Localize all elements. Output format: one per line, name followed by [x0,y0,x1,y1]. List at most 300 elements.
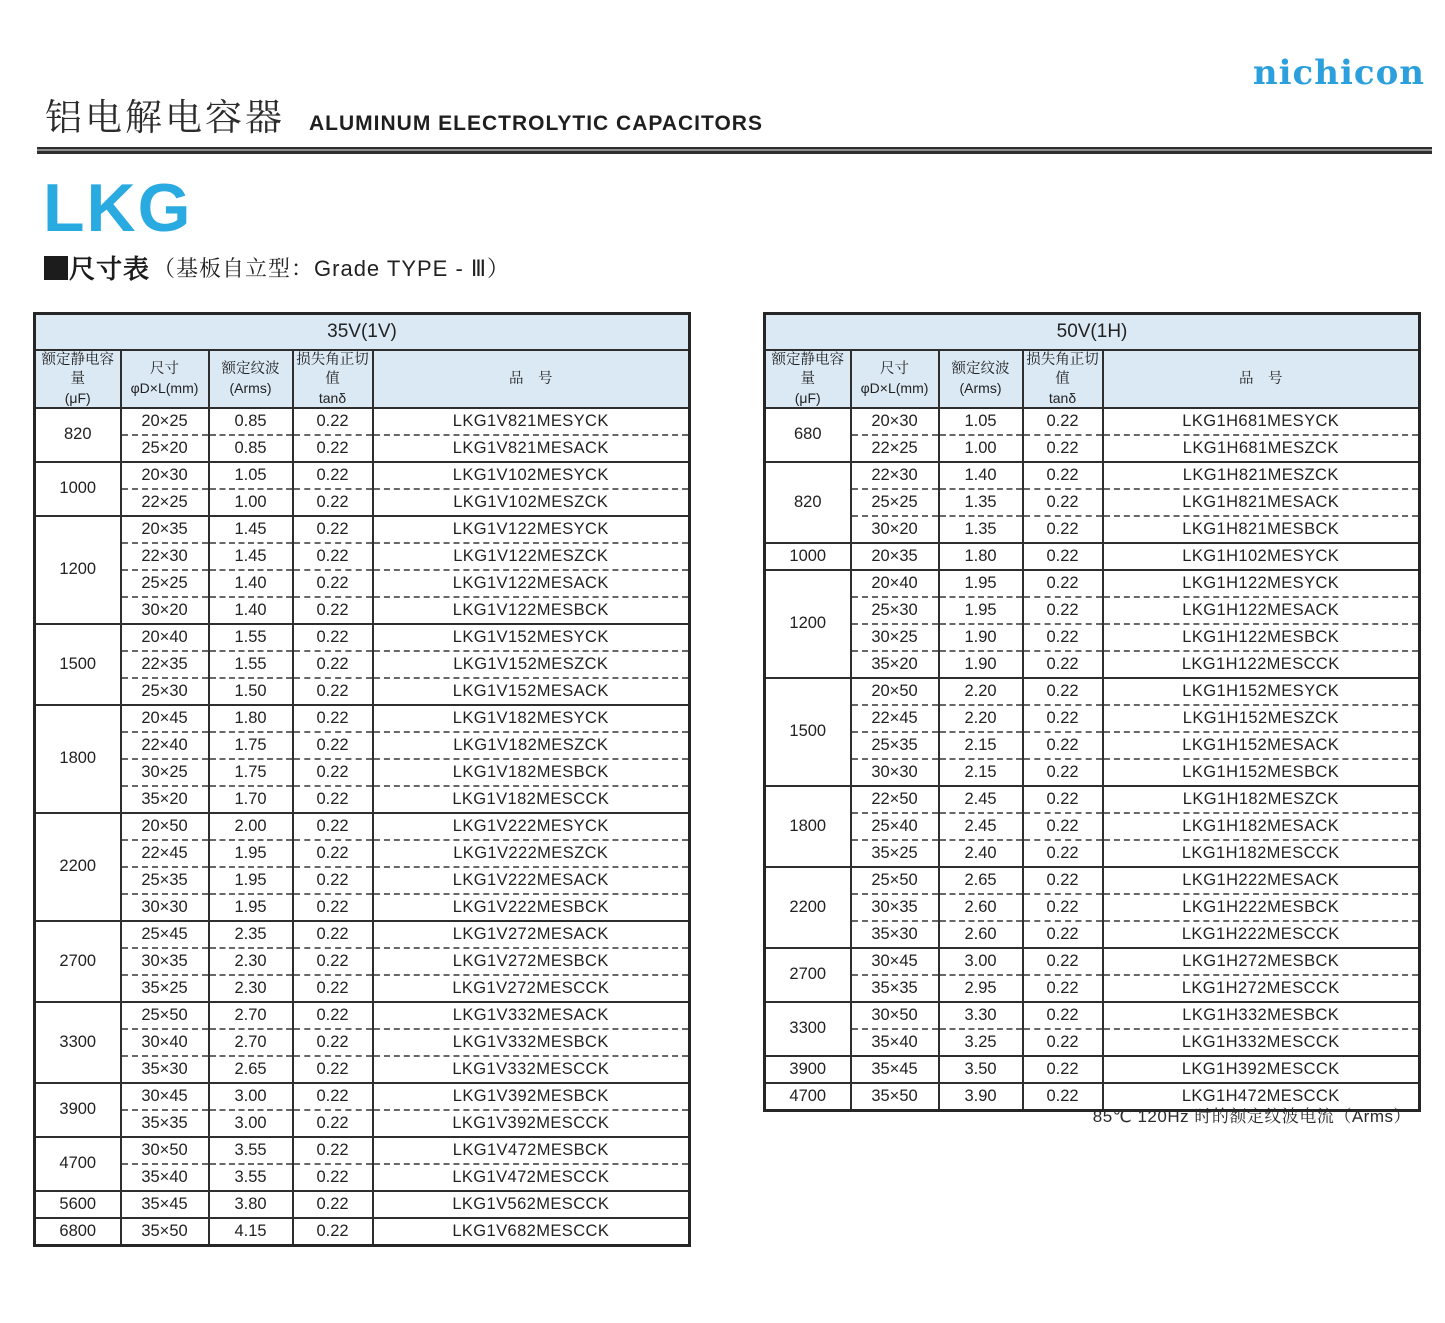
ripple-cell: 1.40 [939,462,1023,489]
tand-cell: 0.22 [293,732,373,759]
size-cell: 22×30 [851,462,939,489]
part-number-cell: LKG1V152MESACK [373,678,690,705]
tand-cell: 0.22 [1023,651,1103,678]
size-cell: 35×30 [851,921,939,948]
size-cell: 20×40 [121,624,209,651]
size-cell: 35×35 [851,975,939,1002]
col-header-ripple [939,350,1023,408]
size-cell: 30×30 [851,759,939,786]
size-cell: 35×40 [851,1029,939,1056]
tand-cell: 0.22 [1023,489,1103,516]
tand-cell: 0.22 [293,543,373,570]
size-cell: 25×40 [851,813,939,840]
col-header-capacitance [765,350,851,408]
ripple-cell: 3.50 [939,1056,1023,1083]
tand-cell: 0.22 [293,759,373,786]
tand-cell: 0.22 [1023,1029,1103,1056]
table-row [765,624,1420,651]
part-number-cell: LKG1H152MESYCK [1103,678,1420,705]
tand-cell: 0.22 [1023,948,1103,975]
table-row [35,921,690,948]
table-35v-body [35,408,690,1246]
size-cell: 25×50 [121,1002,209,1029]
capacitance-cell: 3300 [765,1002,851,1056]
size-cell: 20×30 [121,462,209,489]
tand-cell: 0.22 [293,408,373,435]
part-number-cell: LKG1V272MESACK [373,921,690,948]
ripple-cell: 2.60 [939,894,1023,921]
ripple-cell: 0.85 [209,408,293,435]
table-row [35,840,690,867]
col-header-size-unit: φD×L(mm) [860,380,929,397]
ripple-cell: 1.55 [209,651,293,678]
ripple-cell: 3.80 [209,1191,293,1218]
ripple-cell: 1.05 [209,462,293,489]
size-cell: 35×25 [851,840,939,867]
part-number-cell: LKG1V222MESYCK [373,813,690,840]
table-row [765,705,1420,732]
part-number-cell: LKG1V392MESBCK [373,1083,690,1110]
tand-cell: 0.22 [293,435,373,462]
capacitance-cell: 1800 [765,786,851,867]
section-subtitle [44,249,510,286]
tand-cell: 0.22 [293,813,373,840]
column-header-row [765,350,1420,408]
col-header-size-unit: φD×L(mm) [130,380,199,397]
capacitance-cell: 2200 [765,867,851,948]
ripple-cell: 1.80 [209,705,293,732]
table-row [35,1164,690,1191]
tand-cell: 0.22 [293,786,373,813]
part-number-cell: LKG1H152MESACK [1103,732,1420,759]
tand-cell: 0.22 [293,1137,373,1164]
size-cell: 22×45 [851,705,939,732]
size-cell: 35×20 [121,786,209,813]
tand-cell: 0.22 [293,678,373,705]
col-header-ripple [209,350,293,408]
part-number-cell: LKG1V222MESACK [373,867,690,894]
voltage-header-row [765,314,1420,351]
ripple-cell: 1.75 [209,759,293,786]
tand-cell: 0.22 [1023,894,1103,921]
size-cell: 35×50 [851,1083,939,1111]
size-cell: 30×45 [121,1083,209,1110]
part-number-cell: LKG1H122MESYCK [1103,570,1420,597]
tand-cell: 0.22 [1023,570,1103,597]
tand-cell: 0.22 [1023,786,1103,813]
part-number-cell: LKG1V562MESCCK [373,1191,690,1218]
ripple-cell: 2.40 [939,840,1023,867]
ripple-cell: 1.35 [939,489,1023,516]
table-row [765,651,1420,678]
capacitance-cell: 2700 [765,948,851,1002]
tand-cell: 0.22 [293,1191,373,1218]
table-row [765,489,1420,516]
size-cell: 22×25 [121,489,209,516]
tand-cell: 0.22 [1023,705,1103,732]
ripple-cell: 1.95 [939,597,1023,624]
ripple-cell: 1.45 [209,516,293,543]
part-number-cell: LKG1H222MESBCK [1103,894,1420,921]
capacitance-cell: 2700 [35,921,121,1002]
ripple-cell: 2.70 [209,1029,293,1056]
table-row [35,813,690,840]
size-cell: 25×35 [121,867,209,894]
size-cell: 22×40 [121,732,209,759]
ripple-current-footnote: 85℃ 120Hz 时的额定纹波电流（Arms） [1092,1107,1411,1126]
tand-cell: 0.22 [1023,435,1103,462]
ripple-cell: 3.90 [939,1083,1023,1111]
size-cell: 25×25 [851,489,939,516]
part-number-cell: LKG1V332MESACK [373,1002,690,1029]
ripple-cell: 1.95 [209,894,293,921]
table-50v [763,312,1421,1112]
size-cell: 35×20 [851,651,939,678]
nichicon-logo: nichicon [1252,53,1425,93]
ripple-cell: 2.95 [939,975,1023,1002]
table-row [35,624,690,651]
tand-cell: 0.22 [293,840,373,867]
tand-cell: 0.22 [293,489,373,516]
size-cell: 20×50 [121,813,209,840]
part-number-cell: LKG1V182MESCCK [373,786,690,813]
col-header-capacitance-unit: (μF) [794,389,821,406]
table-row [35,1083,690,1110]
col-header-part-label: 品 号 [509,370,553,387]
ripple-cell: 2.15 [939,759,1023,786]
tand-cell: 0.22 [293,570,373,597]
table-row [765,867,1420,894]
size-cell: 22×30 [121,543,209,570]
tand-cell: 0.22 [1023,516,1103,543]
ripple-cell: 2.60 [939,921,1023,948]
part-number-cell: LKG1V152MESZCK [373,651,690,678]
col-header-ripple-unit: (Arms) [229,380,272,397]
table-row [765,435,1420,462]
part-number-cell: LKG1V122MESBCK [373,597,690,624]
part-number-cell: LKG1H182MESCCK [1103,840,1420,867]
voltage-header-35v: 35V(1V) [35,314,690,351]
tand-cell: 0.22 [1023,867,1103,894]
col-header-tand-unit: tanδ [1048,389,1077,406]
tand-cell: 0.22 [293,1164,373,1191]
size-cell: 25×50 [851,867,939,894]
part-number-cell: LKG1V821MESACK [373,435,690,462]
capacitance-cell: 680 [765,408,851,462]
table-row [35,975,690,1002]
ripple-cell: 3.55 [209,1164,293,1191]
table-row [765,570,1420,597]
col-header-part-number [373,350,690,408]
tand-cell: 0.22 [1023,597,1103,624]
size-cell: 30×50 [121,1137,209,1164]
ripple-cell: 2.30 [209,948,293,975]
col-header-part-number [1103,350,1420,408]
part-number-cell: LKG1V122MESZCK [373,543,690,570]
ripple-cell: 1.35 [939,516,1023,543]
capacitance-cell: 3300 [35,1002,121,1083]
capacitance-cell: 6800 [35,1218,121,1246]
part-number-cell: LKG1V222MESBCK [373,894,690,921]
capacitance-cell: 4700 [35,1137,121,1191]
size-cell: 35×35 [121,1110,209,1137]
col-header-capacitance-unit: (μF) [64,389,91,406]
part-number-cell: LKG1H332MESBCK [1103,1002,1420,1029]
tand-cell: 0.22 [293,651,373,678]
part-number-cell: LKG1V122MESACK [373,570,690,597]
part-number-cell: LKG1V182MESBCK [373,759,690,786]
ripple-cell: 1.90 [939,651,1023,678]
tand-cell: 0.22 [293,921,373,948]
part-number-cell: LKG1H152MESZCK [1103,705,1420,732]
tand-cell: 0.22 [1023,921,1103,948]
table-row [765,840,1420,867]
size-cell: 22×25 [851,435,939,462]
part-number-cell: LKG1H821MESBCK [1103,516,1420,543]
table-row [35,1137,690,1164]
size-cell: 22×35 [121,651,209,678]
size-cell: 30×20 [851,516,939,543]
part-number-cell: LKG1V821MESYCK [373,408,690,435]
ripple-cell: 1.40 [209,597,293,624]
table-row [765,516,1420,543]
ripple-cell: 1.75 [209,732,293,759]
ripple-cell: 2.35 [209,921,293,948]
capacitance-cell: 2200 [35,813,121,921]
header-divider [37,147,1432,154]
col-header-tand [293,350,373,408]
part-number-cell: LKG1H122MESCCK [1103,651,1420,678]
table-row [35,759,690,786]
tand-cell: 0.22 [1023,624,1103,651]
ripple-cell: 1.70 [209,786,293,813]
table-row [35,543,690,570]
col-header-tand-unit: tanδ [318,389,347,406]
capacitance-cell: 1200 [765,570,851,678]
tand-cell: 0.22 [293,1110,373,1137]
tand-cell: 0.22 [1023,813,1103,840]
tand-cell: 0.22 [293,597,373,624]
table-row [35,570,690,597]
col-header-ripple-label: 额定纹波 [951,361,1010,378]
col-header-capacitance [35,350,121,408]
section-marker-icon [44,256,68,280]
part-number-cell: LKG1H272MESBCK [1103,948,1420,975]
ripple-cell: 1.45 [209,543,293,570]
size-cell: 30×20 [121,597,209,624]
capacitance-cell: 1000 [35,462,121,516]
capacitance-cell: 1500 [35,624,121,705]
table-row [765,408,1420,435]
table-row [35,1029,690,1056]
tand-cell: 0.22 [293,894,373,921]
ripple-cell: 3.30 [939,1002,1023,1029]
table-row [35,867,690,894]
size-cell: 35×30 [121,1056,209,1083]
part-number-cell: LKG1V222MESZCK [373,840,690,867]
size-cell: 25×30 [121,678,209,705]
ripple-cell: 2.70 [209,1002,293,1029]
part-number-cell: LKG1H152MESBCK [1103,759,1420,786]
ripple-cell: 3.00 [209,1083,293,1110]
part-number-cell: LKG1V152MESYCK [373,624,690,651]
table-row [765,921,1420,948]
tand-cell: 0.22 [1023,840,1103,867]
part-number-cell: LKG1H332MESCCK [1103,1029,1420,1056]
size-cell: 30×30 [121,894,209,921]
ripple-cell: 1.95 [209,867,293,894]
ripple-cell: 1.80 [939,543,1023,570]
capacitance-cell: 820 [35,408,121,462]
table-row [35,678,690,705]
ripple-cell: 4.15 [209,1218,293,1246]
page-title-english: ALUMINUM ELECTROLYTIC CAPACITORS [309,112,763,135]
ripple-cell: 3.55 [209,1137,293,1164]
size-cell: 22×45 [121,840,209,867]
capacitance-cell: 3900 [35,1083,121,1137]
tand-cell: 0.22 [1023,543,1103,570]
tand-cell: 0.22 [1023,678,1103,705]
tand-cell: 0.22 [293,1056,373,1083]
table-row [35,732,690,759]
ripple-cell: 2.15 [939,732,1023,759]
table-row [35,1002,690,1029]
col-header-part-label: 品 号 [1239,370,1283,387]
ripple-cell: 2.65 [209,1056,293,1083]
tand-cell: 0.22 [1023,462,1103,489]
part-number-cell: LKG1V182MESZCK [373,732,690,759]
capacitance-cell: 4700 [765,1083,851,1111]
ripple-cell: 2.45 [939,786,1023,813]
capacitance-cell: 3900 [765,1056,851,1083]
tand-cell: 0.22 [293,975,373,1002]
part-number-cell: LKG1V272MESCCK [373,975,690,1002]
tand-cell: 0.22 [293,1002,373,1029]
ripple-cell: 2.20 [939,705,1023,732]
col-header-size [851,350,939,408]
ripple-cell: 1.50 [209,678,293,705]
tand-cell: 0.22 [293,624,373,651]
voltage-header-row [35,314,690,351]
part-number-cell: LKG1H821MESACK [1103,489,1420,516]
size-cell: 30×25 [851,624,939,651]
col-header-size [121,350,209,408]
part-number-cell: LKG1H472MESCCK [1103,1083,1420,1111]
table-row [35,786,690,813]
tand-cell: 0.22 [293,1218,373,1246]
capacitance-cell: 1500 [765,678,851,786]
size-cell: 25×25 [121,570,209,597]
part-number-cell: LKG1V472MESBCK [373,1137,690,1164]
table-row [765,813,1420,840]
size-cell: 20×50 [851,678,939,705]
page-title-chinese: 铝电解电容器 [45,97,285,138]
table-row [35,894,690,921]
ripple-cell: 1.55 [209,624,293,651]
size-cell: 30×40 [121,1029,209,1056]
table-35v [33,312,691,1247]
size-cell: 30×45 [851,948,939,975]
capacitance-cell: 1800 [35,705,121,813]
table-row [35,1110,690,1137]
ripple-cell: 1.00 [209,489,293,516]
size-cell: 20×30 [851,408,939,435]
part-number-cell: LKG1H222MESACK [1103,867,1420,894]
tand-cell: 0.22 [1023,408,1103,435]
part-number-cell: LKG1V182MESYCK [373,705,690,732]
tand-cell: 0.22 [293,948,373,975]
table-row [35,1218,690,1246]
part-number-cell: LKG1H821MESZCK [1103,462,1420,489]
table-row [765,975,1420,1002]
ripple-cell: 2.45 [939,813,1023,840]
capacitance-cell: 5600 [35,1191,121,1218]
page-header [45,96,763,140]
table-row [765,786,1420,813]
ripple-cell: 2.20 [939,678,1023,705]
part-number-cell: LKG1V102MESZCK [373,489,690,516]
table-row [765,759,1420,786]
part-number-cell: LKG1V102MESYCK [373,462,690,489]
size-cell: 20×45 [121,705,209,732]
table-row [765,678,1420,705]
ripple-cell: 1.40 [209,570,293,597]
size-cell: 25×35 [851,732,939,759]
size-cell: 20×40 [851,570,939,597]
tand-cell: 0.22 [1023,1002,1103,1029]
part-number-cell: LKG1H122MESBCK [1103,624,1420,651]
part-number-cell: LKG1V682MESCCK [373,1218,690,1246]
subtitle-detail: （基板自立型：Grade TYPE - Ⅲ） [153,256,511,281]
size-cell: 35×25 [121,975,209,1002]
size-cell: 20×25 [121,408,209,435]
table-row [765,894,1420,921]
size-cell: 30×50 [851,1002,939,1029]
capacitance-cell: 1200 [35,516,121,624]
table-row [35,489,690,516]
ripple-cell: 1.90 [939,624,1023,651]
part-number-cell: LKG1H122MESACK [1103,597,1420,624]
size-cell: 20×35 [121,516,209,543]
part-number-cell: LKG1H182MESZCK [1103,786,1420,813]
capacitance-cell: 1000 [765,543,851,570]
part-number-cell: LKG1V332MESCCK [373,1056,690,1083]
table-row [35,1191,690,1218]
tand-cell: 0.22 [1023,1083,1103,1111]
tand-cell: 0.22 [293,462,373,489]
table-50v-body [765,408,1420,1111]
table-row [35,408,690,435]
part-number-cell: LKG1V272MESBCK [373,948,690,975]
ripple-cell: 1.00 [939,435,1023,462]
table-row [35,651,690,678]
table-row [35,462,690,489]
size-cell: 30×25 [121,759,209,786]
tand-cell: 0.22 [293,516,373,543]
col-header-size-label: 尺寸 [150,361,179,378]
part-number-cell: LKG1V332MESBCK [373,1029,690,1056]
column-header-row [35,350,690,408]
table-row [765,597,1420,624]
part-number-cell: LKG1V472MESCCK [373,1164,690,1191]
size-cell: 35×40 [121,1164,209,1191]
table-row [765,1002,1420,1029]
table-row [765,732,1420,759]
col-header-tand-label: 损失角正切值 [1026,352,1099,387]
table-row [765,1056,1420,1083]
table-row [35,597,690,624]
size-cell: 30×35 [851,894,939,921]
